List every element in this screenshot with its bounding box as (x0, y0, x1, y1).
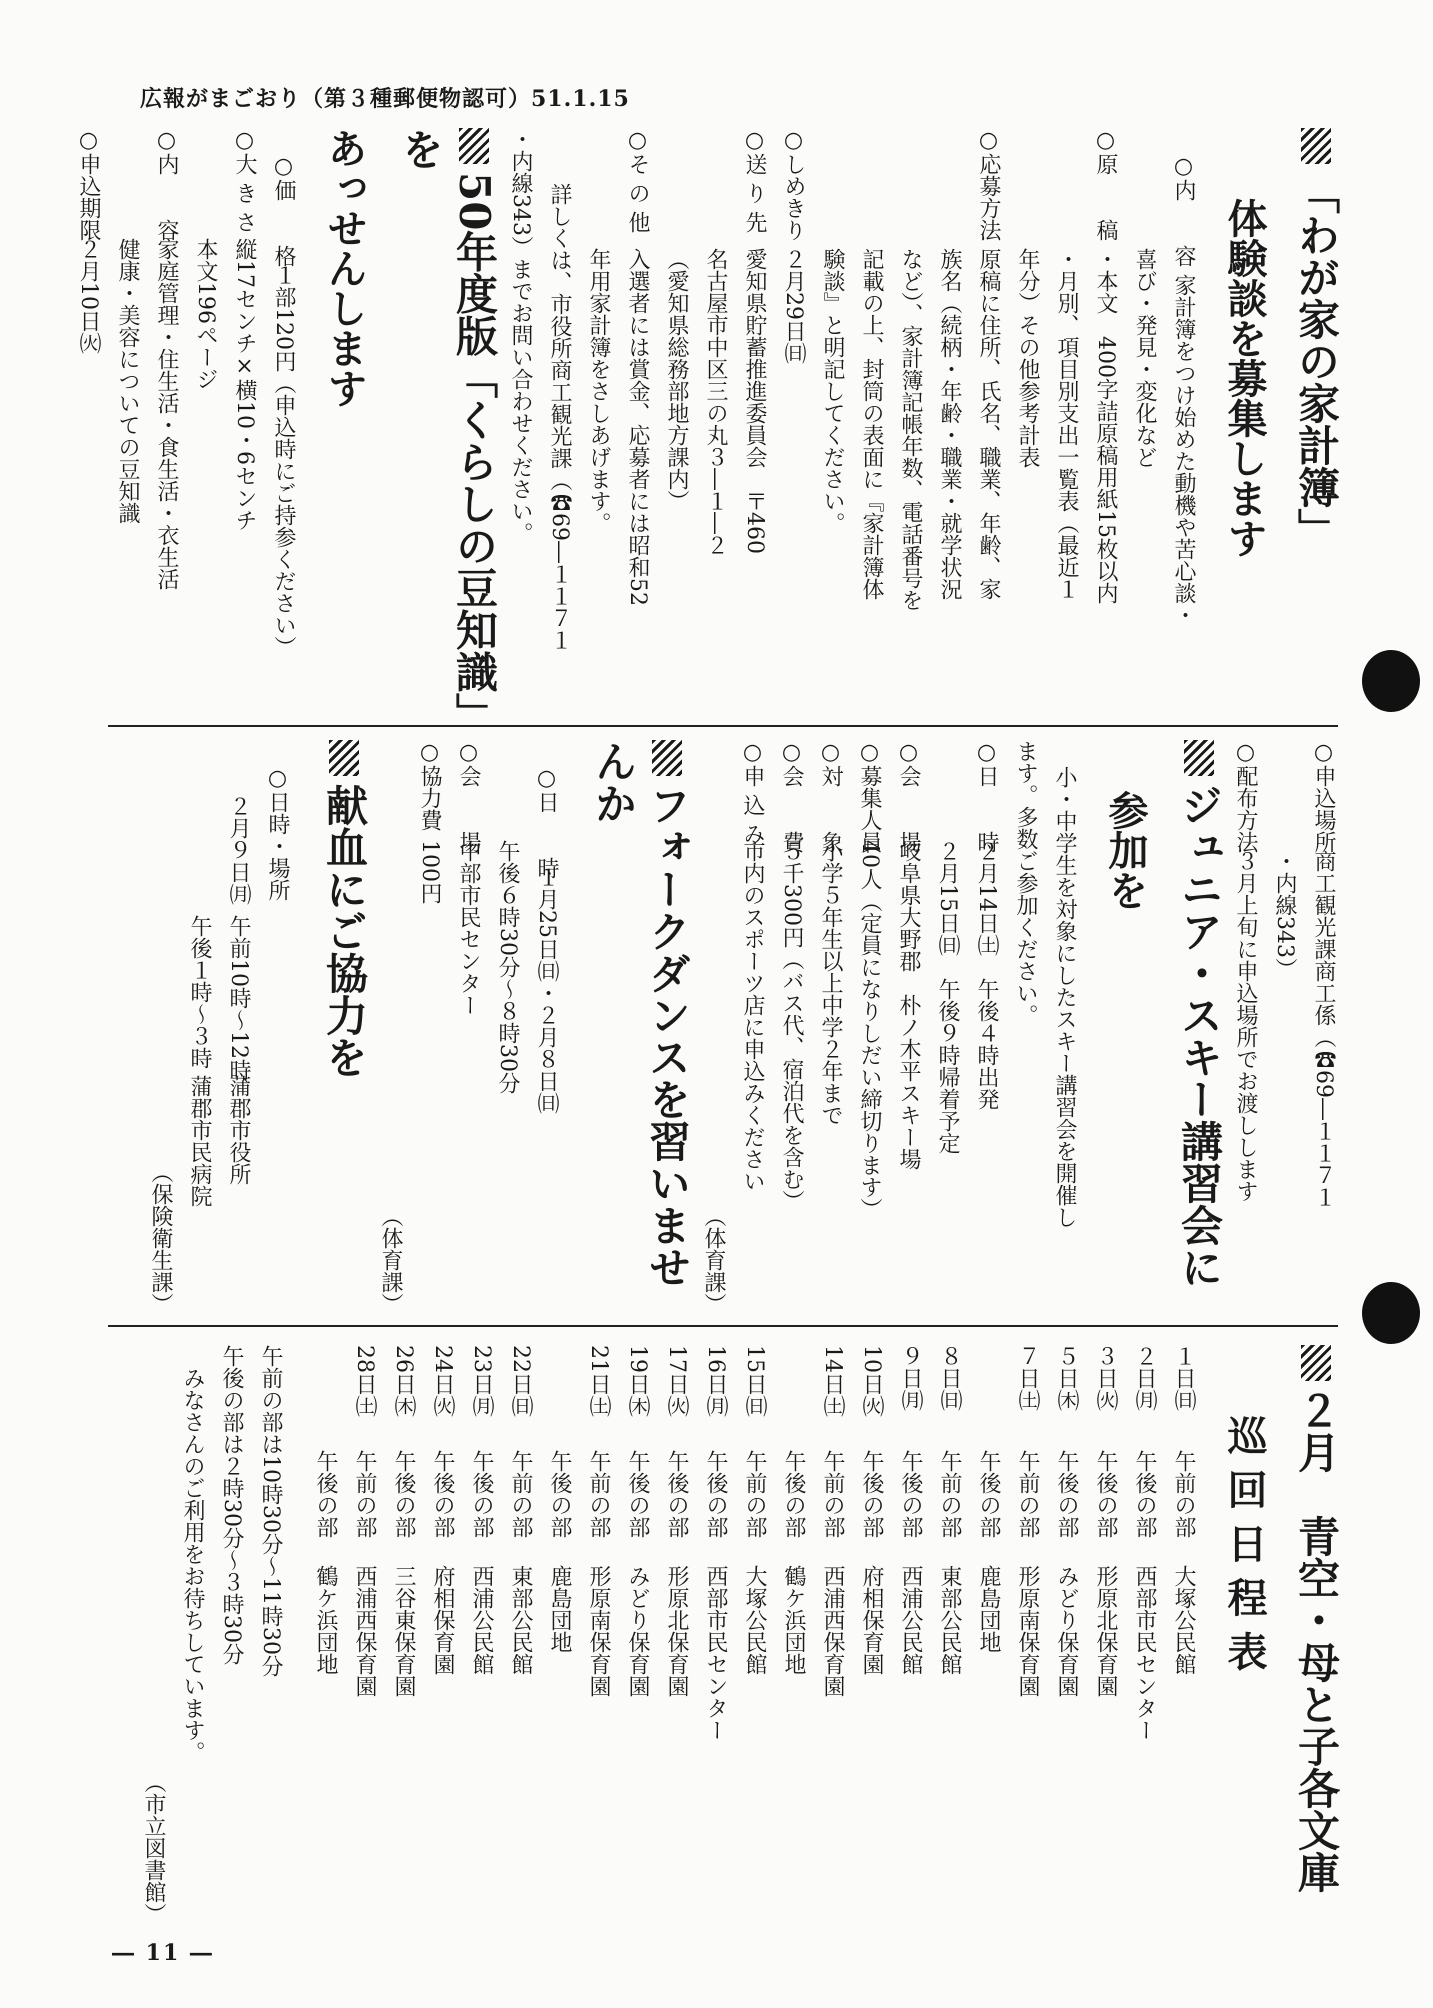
ski-boshu: ○募集人員40人（定員になりしだい締切ります） (857, 740, 882, 1220)
schedule-date: 15日㈰ (742, 1345, 767, 1417)
schedule-part: 午後の部 (976, 1450, 1001, 1538)
ski-kaijo: ○会 場岐阜県大野郡 朴ノ木平スキー場 (896, 740, 921, 1170)
schedule-row (852, 1345, 891, 1925)
schedule-place: 東部公民館 (937, 1565, 962, 1675)
bunko-note2: 午後の部は２時30分～３時30分 (219, 1345, 244, 1665)
bunko-dept: （市立図書館） (141, 1771, 166, 1925)
bunko-article (103, 1345, 1343, 1925)
schedule-part: 午後の部 (430, 1450, 455, 1538)
schedule-place: 形原北保育園 (1093, 1565, 1118, 1697)
schedule-row (540, 1345, 579, 1925)
schedule-row (1047, 1345, 1086, 1925)
mame-haifu: ○配布方法３月上旬に申込場所でお渡しします (1233, 740, 1258, 1202)
schedule-part: 午前の部 (508, 1450, 533, 1538)
folk-kaijo: ○会 場中部市民センター (456, 740, 481, 1016)
schedule-row (579, 1345, 618, 1925)
schedule-place: 府相保育園 (430, 1565, 455, 1675)
schedule-row (930, 1345, 969, 1925)
schedule-part: 午前の部 (1015, 1450, 1040, 1538)
schedule-place: 西浦西保育園 (352, 1565, 377, 1697)
folk-kyoryoku: ○協力費100円 (417, 740, 442, 904)
ski-title2: 参加を (1102, 790, 1149, 910)
mame-kakaku: ○価 格１部120円（申込時にご持参ください） (271, 154, 296, 658)
folk-nichiji: ○日 時１月25日㈰・２月８日㈰ (534, 766, 559, 1114)
mame-basho: ○申込場所商工観光課商工係（☎69―１１７１ (1311, 740, 1336, 1208)
schedule-date: ２日㈪ (1132, 1345, 1157, 1411)
schedule-row (657, 1345, 696, 1925)
schedule-place: みどり保育園 (1054, 1565, 1079, 1697)
schedule-place: 東部公民館 (508, 1565, 533, 1675)
mame-title: 50年度版「くらしの豆知識」を (396, 128, 499, 714)
schedule-row (696, 1345, 735, 1925)
bunko-note1: 午前の部は10時30分～11時30分 (258, 1345, 283, 1677)
schedule-row (501, 1345, 540, 1925)
mame-basho-cont: ・内線343） (1272, 850, 1297, 980)
kakeibo-oubo: ○応募方法原稿に住所、氏名、職業、年齢、家 (976, 128, 1001, 600)
title-hatch-mark (1301, 128, 1331, 164)
kakeibo-contact-cont: ・内線343）までお問い合わせください。 (508, 128, 533, 544)
kenketsu-dept: （保険衛生課） (148, 1161, 173, 1315)
ski-intro: 小・中学生を対象にしたスキー講習会を開催し (1052, 766, 1077, 1228)
ski-title: ジュニア・スキー講習会に (1172, 740, 1226, 1315)
schedule-place: 形原南保育園 (586, 1565, 611, 1697)
schedule-date: ５日㈭ (1054, 1345, 1079, 1411)
kakeibo-okurisaki-cont: 名古屋市中区三の丸３―１―２ (703, 248, 728, 556)
schedule-row (774, 1345, 813, 1925)
folk-title: フォークダンスを習いませんか (589, 740, 692, 1288)
ski-kaihi: ○会 費５千300円（バス代、宿泊代を含む） (779, 740, 804, 1212)
schedule-date: 17日㈫ (664, 1345, 689, 1417)
page-number: ― 11 ― (112, 1940, 214, 1966)
mame-kigen: ○申込期限２月10日㈫ (76, 128, 101, 354)
schedule-part: 午後の部 (625, 1450, 650, 1538)
schedule-date: 19日㈭ (625, 1345, 650, 1417)
schedule-date: ７日㈯ (1015, 1345, 1040, 1411)
schedule-part: 午後の部 (859, 1450, 884, 1538)
schedule-part: 午前の部 (937, 1450, 962, 1538)
folk-nichiji-cont: 午後６時30分～８時30分 (495, 840, 520, 1094)
kakeibo-naiyo: ○内 容家計簿をつけ始めた動機や苦心談・ (1171, 154, 1196, 626)
kakeibo-naiyo-cont: 喜び・発見・変化など (1132, 248, 1157, 468)
schedule-part: 午後の部 (391, 1450, 416, 1538)
binding-hole-top (1362, 650, 1420, 712)
mame-ookisa: ○大 き さ縦17センチ×横10・6センチ (232, 128, 257, 531)
schedule-place: 鶴ケ浜団地 (313, 1565, 338, 1675)
schedule-place: 大塚公民館 (742, 1565, 767, 1675)
schedule-date: ９日㈪ (898, 1345, 923, 1411)
bunko-note3: みなさんのご利用をお待ちしています。 (180, 1367, 205, 1763)
schedule-row (462, 1345, 501, 1925)
schedule-row (1008, 1345, 1047, 1925)
middle-articles (103, 740, 1343, 1315)
schedule-row (384, 1345, 423, 1925)
top-articles (76, 128, 1343, 720)
bunko-title2: 巡 回 日 程 表 (1221, 1415, 1268, 1671)
schedule-part: 午前の部 (820, 1450, 845, 1538)
kakeibo-sonota: ○そ の 他入選者には賞金、応募者には昭和52 (625, 128, 650, 606)
kakeibo-title: 「わが家の家計簿」 (1289, 128, 1343, 720)
ski-taisho: ○対 象小学５年生以上中学２年まで (818, 740, 843, 1126)
schedule-row (969, 1345, 1008, 1925)
schedule-part: 午後の部 (703, 1450, 728, 1538)
title-hatch-mark (459, 128, 489, 164)
schedule-part: 午前の部 (586, 1450, 611, 1538)
schedule-date: 28日㈯ (352, 1345, 377, 1417)
schedule-place: 鹿島団地 (547, 1565, 572, 1653)
kakeibo-genko: ○原 稿・本文 400字詰原稿用紙15枚以内 (1093, 128, 1118, 604)
schedule-row (735, 1345, 774, 1925)
ski-intro-cont: ます。多数ご参加ください。 (1013, 740, 1038, 1026)
bunko-title: ２月 青空・母と子各文庫 (1289, 1345, 1343, 1925)
schedule-date: １日㈰ (1171, 1345, 1196, 1411)
schedule-place: 府相保育園 (859, 1565, 884, 1675)
schedule-place: 形原北保育園 (664, 1565, 689, 1697)
schedule-place: 形原南保育園 (1015, 1565, 1040, 1697)
kakeibo-oubo-cont4: 験談』と明記してください。 (820, 248, 845, 534)
schedule-date: 22日㈰ (508, 1345, 533, 1417)
mame-title2: あっせんします (321, 128, 368, 408)
schedule-row (1086, 1345, 1125, 1925)
schedule-row (306, 1345, 345, 1925)
ski-moushikomi: ○申 込 み市内のスポーツ店に申込みください (740, 740, 765, 1192)
page-header: 広報がまごおり（第３種郵便物認可）51.1.15 (140, 86, 630, 112)
kenketsu-row1: ２月９日㈪午前10時～12時蒲郡市役所 (226, 795, 251, 1185)
schedule-place: 西浦西保育園 (820, 1565, 845, 1697)
title-hatch-mark (1301, 1345, 1331, 1381)
schedule-part: 午後の部 (469, 1450, 494, 1538)
kakeibo-okurisaki-cont2: （愛知県総務部地方課内） (664, 248, 689, 512)
schedule-date: 26日㈭ (391, 1345, 416, 1417)
mame-naiyo-cont: 健康・美容についての豆知識 (115, 238, 140, 524)
kakeibo-title2: 体験談を募集します (1221, 198, 1268, 558)
ski-nichiji-cont: ２月15日㈰ 午後９時帰着予定 (935, 840, 960, 1154)
schedule-date: ３日㈫ (1093, 1345, 1118, 1411)
mame-naiyo: ○内 容家庭管理・住生活・食生活・衣生活 (154, 128, 179, 590)
title-hatch-mark (1184, 740, 1214, 776)
schedule-place: 鶴ケ浜団地 (781, 1565, 806, 1675)
schedule-date: 21日㈯ (586, 1345, 611, 1417)
schedule-part: 午後の部 (547, 1450, 572, 1538)
schedule-place: 西浦公民館 (469, 1565, 494, 1675)
kakeibo-oubo-cont2: など）、家計簿記帳年数、電話番号を (898, 248, 923, 611)
kakeibo-genko-cont: ・月別、項目別支出一覧表（最近１ (1054, 248, 1079, 600)
schedule-row (345, 1345, 384, 1925)
kakeibo-genko-cont2: 年分）その他参考計表 (1015, 248, 1040, 468)
schedule-part: 午後の部 (1093, 1450, 1118, 1538)
section-divider-top (108, 725, 1338, 727)
schedule-part: 午前の部 (352, 1450, 377, 1538)
schedule-part: 午後の部 (1054, 1450, 1079, 1538)
schedule-part: 午後の部 (1132, 1450, 1157, 1538)
schedule-row (891, 1345, 930, 1925)
schedule-date: 14日㈯ (820, 1345, 845, 1417)
schedule-place: みどり保育園 (625, 1565, 650, 1697)
schedule-date: 10日㈫ (859, 1345, 884, 1417)
folk-dept: （体育課） (378, 1205, 403, 1315)
schedule-row (423, 1345, 462, 1925)
section-divider-bottom (108, 1325, 1338, 1327)
kakeibo-sonota-cont: 年用家計簿をさしあげます。 (586, 248, 611, 534)
schedule-row (1125, 1345, 1164, 1925)
schedule-place: 大塚公民館 (1171, 1565, 1196, 1675)
mame-ookisa-cont: 本文196ページ (193, 238, 218, 390)
schedule-part: 午前の部 (1171, 1450, 1196, 1538)
title-hatch-mark (652, 740, 682, 776)
binding-hole-bottom (1362, 1282, 1420, 1344)
schedule-part: 午前の部 (742, 1450, 767, 1538)
schedule-date: 24日㈫ (430, 1345, 455, 1417)
kakeibo-okurisaki: ○送 り 先愛知県貯蓄推進委員会 〒460 (742, 128, 767, 554)
kakeibo-oubo-cont: 族名（続柄・年齢・職業・就学状況 (937, 248, 962, 600)
schedule-place: 西部市民センター (1132, 1565, 1157, 1741)
kakeibo-oubo-cont3: 記載の上、封筒の表面に『家計簿体 (859, 248, 884, 600)
title-hatch-mark (329, 740, 359, 776)
kenketsu-title: 献血にご協力を (317, 740, 371, 1315)
kenketsu-row2: 午後１時～３時蒲郡市民病院 (187, 915, 212, 1207)
kakeibo-shimekiri: ○しめきり２月29日㈰ (781, 128, 806, 364)
schedule-place: 西浦公民館 (898, 1565, 923, 1675)
schedule-row (618, 1345, 657, 1925)
schedule-date: 16日㈪ (703, 1345, 728, 1417)
schedule-row (1164, 1345, 1203, 1925)
ski-nichiji: ○日 時２月14日㈯ 午後４時出発 (974, 740, 999, 1110)
schedule-place: 鹿島団地 (976, 1565, 1001, 1653)
schedule-part: 午後の部 (664, 1450, 689, 1538)
schedule-place: 三谷東保育園 (391, 1565, 416, 1697)
kenketsu-label: ○日時・場所 (265, 766, 290, 901)
kakeibo-contact: 詳しくは、市役所商工観光課（☎69―１１７１ (547, 183, 572, 651)
schedule-part: 午後の部 (781, 1450, 806, 1538)
schedule-date: 23日㈪ (469, 1345, 494, 1417)
schedule-part: 午後の部 (898, 1450, 923, 1538)
schedule-place: 西部市民センター (703, 1565, 728, 1741)
ski-dept: （体育課） (701, 1205, 726, 1315)
schedule-row (813, 1345, 852, 1925)
schedule-part: 午後の部 (313, 1450, 338, 1538)
schedule-date: ８日㈰ (937, 1345, 962, 1411)
